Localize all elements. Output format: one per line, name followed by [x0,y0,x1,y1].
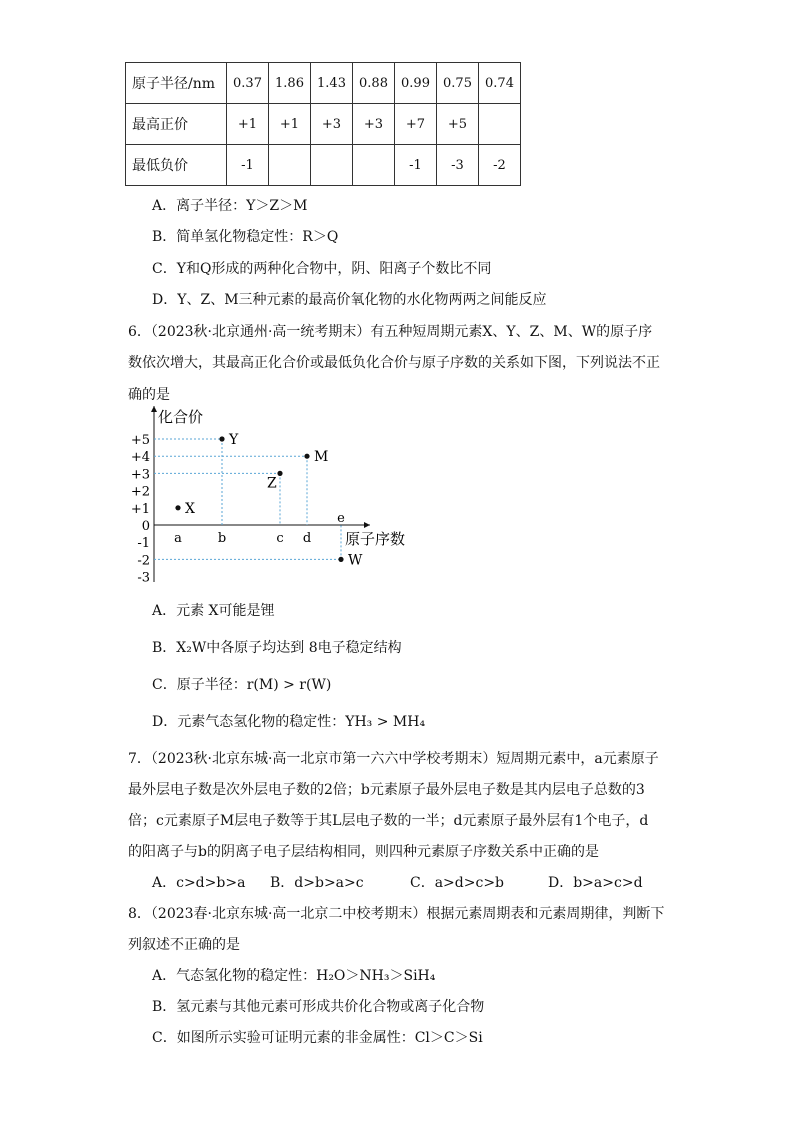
y-tick-label: -1 [137,536,150,552]
data-point-w [338,557,343,562]
q6-stem-line2: 数依次增大，其最高正化合价或最低负化合价与原子序数的关系如下图，下列说法不正 [128,355,660,371]
q6-option-b: B．X₂W中各原子均达到 8电子稳定结构 [152,640,402,656]
data-point-m [304,454,309,459]
row-label: 原子半径/nm [126,63,227,104]
q7-option-d: D．b>a>c>d [548,875,643,891]
q7-stem-line3: 倍；c元素原子M层电子数等于其L层电子数的一半；d元素原子最外层有1个电子，d [128,813,649,829]
q6-stem-line3: 确的是 [128,387,170,403]
q6-option-a: A．元素 X可能是锂 [152,603,275,619]
q8-option-b: B．氢元素与其他元素可形成共价化合物或离子化合物 [152,999,485,1015]
q8-stem-line2: 列叙述不正确的是 [128,937,240,953]
q7-options [0,872,794,892]
row-label: 最低负价 [126,145,227,186]
table-cell: +1 [269,104,311,145]
table-row [126,145,521,186]
table-cell: +3 [353,104,395,145]
y-tick-label: +1 [130,501,150,517]
table-cell: -3 [437,145,479,186]
table-cell: -1 [395,145,437,186]
point-label: X [185,500,195,517]
valence-chart [120,400,430,590]
x-tick-label: c [276,531,284,546]
q8-stem-line1: 8．（2023春·北京东城·高一北京二中校考期末）根据元素周期表和元素周期律，判断下 [128,906,665,922]
q6-stem-line1: 6．（2023秋·北京通州·高一统考期末）有五种短周期元素X、Y、Z、M、W的原子序 [128,324,653,340]
point-label: W [348,552,363,569]
q5-option-a: A．离子半径：Y＞Z＞M [152,198,308,214]
x-tick-label: d [302,531,312,546]
table-cell: +5 [437,104,479,145]
table-cell: 0.75 [437,63,479,104]
q7-option-c: C．a>d>c>b [410,875,505,891]
table-cell: 1.43 [311,63,353,104]
table-cell: 0.74 [479,63,521,104]
y-tick-label: +5 [130,433,150,448]
q5-option-b: B．简单氢化物稳定性：R＞Q [152,229,339,245]
table-row [126,63,521,104]
q5-option-d: D．Y、Z、M三种元素的最高价氧化物的水化物两两之间能反应 [152,292,547,308]
q7-option-b: B．d>b>a>c [270,875,364,891]
q5-option-c: C．Y和Q形成的两种化合物中，阴、阳离子个数比不同 [152,261,492,277]
table-cell: +1 [227,104,269,145]
point-label: Z [267,475,277,492]
y-tick-label: 0 [141,519,150,534]
y-tick-label: +2 [130,484,150,500]
q7-stem-line4: 的阳离子与b的阴离子电子层结构相同，则四种元素原子序数关系中正确的是 [128,844,599,860]
table-cell [479,104,521,145]
q7-option-a: A．c>d>b>a [152,875,246,891]
q6-option-d: D．元素气态氢化物的稳定性：YH₃ > MH₄ [152,714,426,730]
data-point-z [277,471,282,476]
table-cell [353,145,395,186]
q8-option-a: A．气态氢化物的稳定性：H₂O＞NH₃＞SiH₄ [152,968,436,984]
y-axis-label: 化合价 [158,408,204,426]
table-cell: +3 [311,104,353,145]
q8-option-c: C．如图所示实验可证明元素的非金属性：Cl＞C＞Si [152,1030,483,1046]
table-cell: +7 [395,104,437,145]
table-cell: 0.99 [395,63,437,104]
table-cell: -2 [479,145,521,186]
row-label: 最高正价 [126,104,227,145]
q7-stem-line1: 7．（2023秋·北京东城·高一北京市第一六六中学校考期末）短周期元素中，a元素原子 [128,751,659,767]
table-cell [311,145,353,186]
q7-stem-line2: 最外层电子数是次外层电子数的2倍；b元素原子最外层电子数是其内层电子总数的3 [128,782,645,798]
q6-option-c: C．原子半径：r(M) > r(W) [152,677,332,693]
data-point-x [175,505,180,510]
table-cell: -1 [227,145,269,186]
x-tick-label: a [174,531,182,546]
y-tick-label: +3 [130,467,150,483]
x-axis-label: 原子序数 [345,530,406,548]
x-tick-label: b [217,531,227,546]
x-tick-label: e [337,511,345,526]
point-label: Y [229,432,239,448]
data-point-y [219,436,224,441]
y-tick-label: +4 [130,450,150,466]
table-cell: 1.86 [269,63,311,104]
table-row [126,104,521,145]
y-tick-label: -2 [137,553,150,569]
table-cell: 0.37 [227,63,269,104]
point-label: M [314,449,329,466]
table-cell [269,145,311,186]
y-tick-label: -3 [137,570,150,586]
table-cell: 0.88 [353,63,395,104]
element-property-table [125,62,521,186]
